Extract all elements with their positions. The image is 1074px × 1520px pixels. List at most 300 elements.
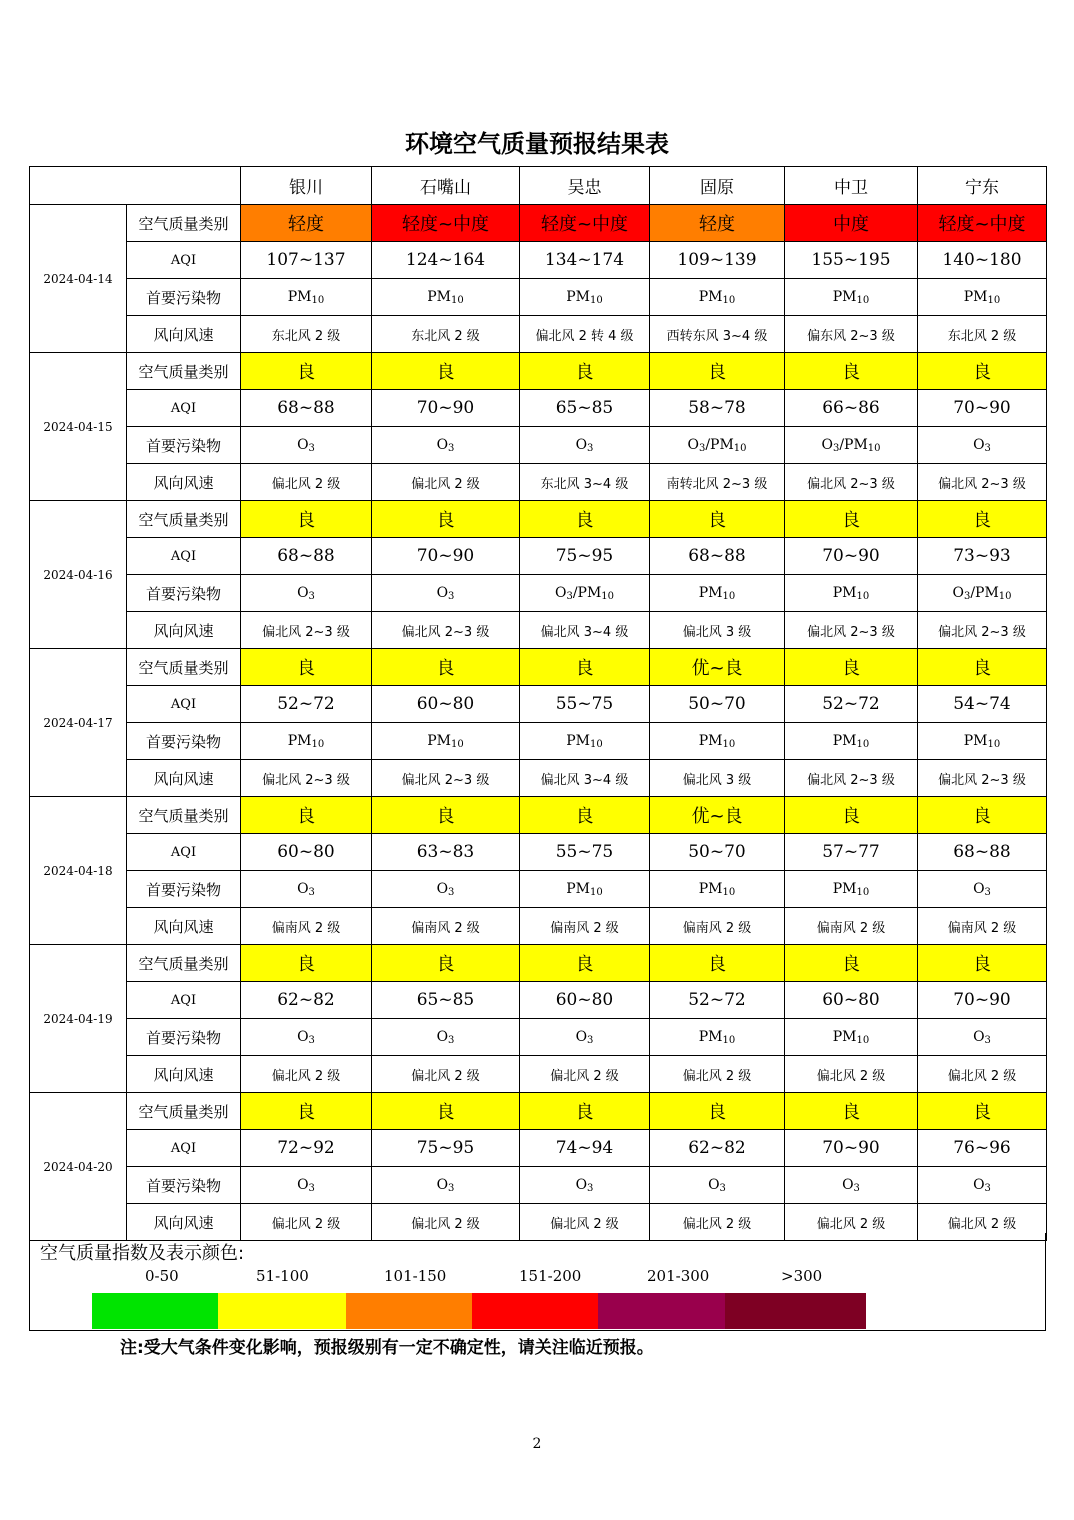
- quality-category-cell: 良: [785, 649, 918, 686]
- primary-pollutant-cell: [650, 1019, 785, 1056]
- header-row: [30, 167, 1047, 205]
- row-aqi: [30, 390, 1047, 427]
- quality-category-cell: 良: [785, 501, 918, 538]
- aqi-range-cell: 107~137: [241, 242, 372, 279]
- pollutant-text: 3: [984, 886, 991, 898]
- aqi-range-cell: 74~94: [520, 1130, 650, 1167]
- quality-category-cell: 良: [241, 501, 372, 538]
- row-pollutant: [30, 427, 1047, 464]
- wind-cell: 偏北风 2~3 级: [241, 612, 372, 649]
- wind-cell: 东北风 2 级: [372, 316, 520, 353]
- primary-pollutant-cell: [520, 427, 650, 464]
- row-label-category: 空气质量类别: [127, 797, 241, 834]
- wind-cell: 西转东风 3~4 级: [650, 316, 785, 353]
- pollutant-text: 10: [311, 294, 325, 306]
- pollutant-text: /PM: [572, 584, 602, 601]
- aqi-range-cell: 72~92: [241, 1130, 372, 1167]
- pollutant-text: 3: [448, 442, 455, 454]
- pollutant-text: 10: [987, 738, 1001, 750]
- primary-pollutant-cell: [520, 1019, 650, 1056]
- pollutant-text: 10: [722, 294, 736, 306]
- city-header: 吴忠: [520, 167, 650, 205]
- pollutant-text: 10: [722, 738, 736, 750]
- quality-category-cell: 良: [650, 945, 785, 982]
- aqi-range-cell: 63~83: [372, 834, 520, 871]
- row-label-aqi: AQI: [127, 834, 241, 871]
- legend-color-swatch: [218, 1293, 346, 1329]
- pollutant-text: 10: [601, 590, 615, 602]
- legend-range-label: 201-300: [647, 1267, 710, 1285]
- aqi-range-cell: 155~195: [785, 242, 918, 279]
- wind-cell: 偏北风 3 级: [650, 760, 785, 797]
- wind-cell: 偏北风 2 级: [650, 1056, 785, 1093]
- pollutant-text: 10: [856, 1034, 870, 1046]
- city-header: 中卫: [785, 167, 918, 205]
- aqi-range-cell: 50~70: [650, 686, 785, 723]
- pollutant-text: O: [575, 1028, 588, 1045]
- row-wind: [30, 908, 1047, 945]
- row-pollutant: [30, 575, 1047, 612]
- wind-cell: 南转北风 2~3 级: [650, 464, 785, 501]
- primary-pollutant-cell: [241, 1167, 372, 1204]
- row-wind: [30, 1056, 1047, 1093]
- quality-category-cell: 良: [785, 797, 918, 834]
- wind-cell: 东北风 2 级: [241, 316, 372, 353]
- row-pollutant: [30, 871, 1047, 908]
- aqi-range-cell: 60~80: [520, 982, 650, 1019]
- quality-category-cell: 轻度: [650, 205, 785, 242]
- pollutant-text: 3: [308, 1034, 315, 1046]
- quality-category-cell: 良: [241, 1093, 372, 1130]
- row-label-aqi: AQI: [127, 1130, 241, 1167]
- legend-color-swatch: [472, 1293, 598, 1329]
- pollutant-text: 10: [722, 886, 736, 898]
- pollutant-text: PM: [698, 584, 723, 601]
- aqi-range-cell: 52~72: [650, 982, 785, 1019]
- pollutant-text: O: [687, 436, 699, 453]
- quality-category-cell: 良: [918, 501, 1047, 538]
- primary-pollutant-cell: [918, 1019, 1047, 1056]
- aqi-range-cell: 50~70: [650, 834, 785, 871]
- pollutant-text: 3: [698, 442, 706, 454]
- row-aqi: [30, 1130, 1047, 1167]
- aqi-range-cell: 68~88: [650, 538, 785, 575]
- primary-pollutant-cell: [372, 1167, 520, 1204]
- pollutant-text: 10: [722, 1034, 736, 1046]
- forecast-date: 2024-04-15: [30, 353, 127, 501]
- wind-cell: 偏北风 2~3 级: [785, 760, 918, 797]
- primary-pollutant-cell: [241, 279, 372, 316]
- legend-color-swatch: [346, 1293, 472, 1329]
- primary-pollutant-cell: [785, 427, 918, 464]
- row-label-pollutant: 首要污染物: [127, 1019, 241, 1056]
- primary-pollutant-cell: [650, 575, 785, 612]
- wind-cell: 偏北风 2~3 级: [241, 760, 372, 797]
- row-pollutant: [30, 279, 1047, 316]
- pollutant-text: PM: [963, 288, 988, 305]
- quality-category-cell: 轻度~中度: [372, 205, 520, 242]
- row-aqi: [30, 834, 1047, 871]
- primary-pollutant-cell: [372, 723, 520, 760]
- quality-category-cell: 良: [520, 501, 650, 538]
- aqi-range-cell: 66~86: [785, 390, 918, 427]
- primary-pollutant-cell: [785, 1019, 918, 1056]
- quality-category-cell: 良: [520, 353, 650, 390]
- pollutant-text: PM: [287, 732, 312, 749]
- primary-pollutant-cell: [650, 427, 785, 464]
- forecast-date: 2024-04-14: [30, 205, 127, 353]
- pollutant-text: 3: [963, 590, 971, 602]
- forecast-date: 2024-04-18: [30, 797, 127, 945]
- row-label-category: 空气质量类别: [127, 501, 241, 538]
- forecast-date: 2024-04-20: [30, 1093, 127, 1241]
- wind-cell: 东北风 3~4 级: [520, 464, 650, 501]
- quality-category-cell: 良: [785, 945, 918, 982]
- pollutant-text: 10: [590, 294, 603, 306]
- wind-cell: 偏南风 2 级: [520, 908, 650, 945]
- legend-range-label: 101-150: [384, 1267, 447, 1285]
- pollutant-text: 10: [987, 294, 1001, 306]
- page-title: 环境空气质量预报结果表: [405, 130, 669, 158]
- quality-category-cell: 良: [918, 1093, 1047, 1130]
- row-label-aqi: AQI: [127, 242, 241, 279]
- wind-cell: 偏北风 2 级: [372, 1056, 520, 1093]
- row-label-category: 空气质量类别: [127, 649, 241, 686]
- primary-pollutant-cell: [785, 575, 918, 612]
- aqi-range-cell: 52~72: [241, 686, 372, 723]
- forecast-date: 2024-04-16: [30, 501, 127, 649]
- pollutant-text: PM: [566, 732, 591, 749]
- pollutant-text: 10: [311, 738, 325, 750]
- row-label-wind: 风向风速: [127, 612, 241, 649]
- pollutant-text: O: [973, 880, 985, 897]
- wind-cell: 偏北风 2~3 级: [372, 612, 520, 649]
- wind-cell: 偏北风 2 级: [241, 1056, 372, 1093]
- corner-cell: [30, 167, 241, 205]
- row-label-wind: 风向风速: [127, 760, 241, 797]
- row-category: [30, 1093, 1047, 1130]
- aqi-range-cell: 60~80: [785, 982, 918, 1019]
- row-label-wind: 风向风速: [127, 464, 241, 501]
- pollutant-text: 3: [448, 1182, 455, 1194]
- wind-cell: 偏北风 2 级: [918, 1056, 1047, 1093]
- city-header: 固原: [650, 167, 785, 205]
- wind-cell: 偏北风 2 级: [241, 464, 372, 501]
- wind-cell: 偏北风 2~3 级: [372, 760, 520, 797]
- primary-pollutant-cell: [785, 723, 918, 760]
- wind-cell: 偏北风 2 转 4 级: [520, 316, 650, 353]
- aqi-range-cell: 68~88: [918, 834, 1047, 871]
- quality-category-cell: 良: [372, 353, 520, 390]
- wind-cell: 偏北风 3~4 级: [520, 612, 650, 649]
- quality-category-cell: 良: [241, 353, 372, 390]
- pollutant-text: 10: [451, 294, 464, 306]
- pollutant-text: O: [436, 436, 449, 453]
- aqi-range-cell: 140~180: [918, 242, 1047, 279]
- pollutant-text: 3: [448, 886, 455, 898]
- primary-pollutant-cell: [785, 279, 918, 316]
- pollutant-text: /PM: [705, 436, 734, 453]
- primary-pollutant-cell: [372, 871, 520, 908]
- aqi-range-cell: 52~72: [785, 686, 918, 723]
- primary-pollutant-cell: [241, 575, 372, 612]
- pollutant-text: 3: [984, 1182, 991, 1194]
- row-label-pollutant: 首要污染物: [127, 427, 241, 464]
- primary-pollutant-cell: [520, 575, 650, 612]
- row-aqi: [30, 242, 1047, 279]
- pollutant-text: PM: [566, 288, 591, 305]
- quality-category-cell: 良: [785, 353, 918, 390]
- aqi-range-cell: 60~80: [241, 834, 372, 871]
- aqi-range-cell: 109~139: [650, 242, 785, 279]
- pollutant-text: /PM: [839, 436, 868, 453]
- forecast-date: 2024-04-17: [30, 649, 127, 797]
- row-label-wind: 风向风速: [127, 316, 241, 353]
- pollutant-text: O: [554, 584, 567, 601]
- city-header: 宁东: [918, 167, 1047, 205]
- wind-cell: 偏南风 2 级: [918, 908, 1047, 945]
- pollutant-text: 3: [832, 442, 840, 454]
- row-category: [30, 945, 1047, 982]
- pollutant-text: O: [297, 1176, 309, 1193]
- pollutant-text: 3: [719, 1182, 726, 1194]
- pollutant-text: PM: [698, 1028, 723, 1045]
- row-label-category: 空气质量类别: [127, 945, 241, 982]
- page-number: 2: [532, 1436, 542, 1452]
- forecast-note: 注:受大气条件变化影响，预报级别有一定不确定性，请关注临近预报。: [120, 1338, 654, 1358]
- pollutant-text: 3: [587, 1182, 594, 1194]
- primary-pollutant-cell: [241, 427, 372, 464]
- primary-pollutant-cell: [520, 279, 650, 316]
- primary-pollutant-cell: [918, 427, 1047, 464]
- primary-pollutant-cell: [650, 1167, 785, 1204]
- pollutant-text: O: [436, 880, 449, 897]
- wind-cell: 偏南风 2 级: [372, 908, 520, 945]
- primary-pollutant-cell: [372, 575, 520, 612]
- wind-cell: 偏北风 2 级: [520, 1204, 650, 1241]
- aqi-color-legend: [29, 1233, 1046, 1331]
- row-category: [30, 501, 1047, 538]
- wind-cell: 偏北风 2~3 级: [918, 760, 1047, 797]
- pollutant-text: O: [973, 1176, 985, 1193]
- row-pollutant: [30, 1167, 1047, 1204]
- row-label-aqi: AQI: [127, 686, 241, 723]
- aqi-range-cell: 68~88: [241, 538, 372, 575]
- pollutant-text: 10: [856, 738, 870, 750]
- legend-range-label: 151-200: [519, 1267, 582, 1285]
- aqi-range-cell: 68~88: [241, 390, 372, 427]
- pollutant-text: 10: [856, 294, 870, 306]
- row-label-wind: 风向风速: [127, 1056, 241, 1093]
- legend-range-label: 0-50: [145, 1267, 179, 1285]
- row-wind: [30, 612, 1047, 649]
- pollutant-text: 3: [308, 1182, 315, 1194]
- quality-category-cell: 良: [372, 797, 520, 834]
- primary-pollutant-cell: [372, 1019, 520, 1056]
- quality-category-cell: 良: [241, 945, 372, 982]
- row-category: [30, 649, 1047, 686]
- quality-category-cell: 轻度~中度: [520, 205, 650, 242]
- pollutant-text: 3: [566, 590, 573, 602]
- wind-cell: 偏北风 2 级: [918, 1204, 1047, 1241]
- aqi-range-cell: 76~96: [918, 1130, 1047, 1167]
- quality-category-cell: 良: [650, 353, 785, 390]
- pollutant-text: PM: [832, 584, 857, 601]
- row-label-wind: 风向风速: [127, 1204, 241, 1241]
- forecast-table: [29, 166, 1047, 1241]
- quality-category-cell: 轻度: [241, 205, 372, 242]
- wind-cell: 偏北风 2 级: [241, 1204, 372, 1241]
- pollutant-text: PM: [698, 880, 723, 897]
- primary-pollutant-cell: [241, 1019, 372, 1056]
- pollutant-text: PM: [963, 732, 988, 749]
- primary-pollutant-cell: [372, 279, 520, 316]
- quality-category-cell: 良: [785, 1093, 918, 1130]
- primary-pollutant-cell: [520, 871, 650, 908]
- pollutant-text: 10: [998, 590, 1012, 602]
- wind-cell: 偏南风 2 级: [650, 908, 785, 945]
- wind-cell: 偏东风 2~3 级: [785, 316, 918, 353]
- pollutant-text: O: [952, 584, 964, 601]
- aqi-range-cell: 75~95: [372, 1130, 520, 1167]
- aqi-range-cell: 54~74: [918, 686, 1047, 723]
- pollutant-text: O: [973, 436, 985, 453]
- wind-cell: 偏北风 2~3 级: [785, 464, 918, 501]
- pollutant-text: PM: [832, 288, 857, 305]
- pollutant-text: O: [297, 880, 309, 897]
- quality-category-cell: 良: [918, 353, 1047, 390]
- row-pollutant: [30, 723, 1047, 760]
- pollutant-text: O: [436, 584, 449, 601]
- aqi-range-cell: 58~78: [650, 390, 785, 427]
- pollutant-text: 3: [984, 442, 991, 454]
- primary-pollutant-cell: [918, 1167, 1047, 1204]
- row-aqi: [30, 686, 1047, 723]
- pollutant-text: O: [575, 1176, 588, 1193]
- pollutant-text: 3: [853, 1182, 860, 1194]
- primary-pollutant-cell: [241, 871, 372, 908]
- pollutant-text: 10: [867, 442, 881, 454]
- pollutant-text: 3: [308, 886, 315, 898]
- city-header: 石嘴山: [372, 167, 520, 205]
- primary-pollutant-cell: [520, 723, 650, 760]
- pollutant-text: O: [821, 436, 833, 453]
- row-wind: [30, 316, 1047, 353]
- pollutant-text: 3: [587, 442, 594, 454]
- aqi-range-cell: 55~75: [520, 834, 650, 871]
- primary-pollutant-cell: [918, 575, 1047, 612]
- wind-cell: 偏南风 2 级: [785, 908, 918, 945]
- legend-title: 空气质量指数及表示颜色:: [40, 1243, 245, 1264]
- forecast-date: 2024-04-19: [30, 945, 127, 1093]
- pollutant-text: O: [436, 1176, 449, 1193]
- quality-category-cell: 良: [372, 1093, 520, 1130]
- aqi-range-cell: 65~85: [372, 982, 520, 1019]
- aqi-range-cell: 62~82: [241, 982, 372, 1019]
- wind-cell: 偏北风 2 级: [372, 464, 520, 501]
- quality-category-cell: 良: [520, 1093, 650, 1130]
- pollutant-text: O: [297, 584, 309, 601]
- pollutant-text: 10: [722, 590, 736, 602]
- pollutant-text: PM: [427, 732, 452, 749]
- quality-category-cell: 良: [918, 649, 1047, 686]
- row-label-aqi: AQI: [127, 982, 241, 1019]
- legend-color-swatch: [725, 1293, 866, 1329]
- aqi-range-cell: 70~90: [785, 1130, 918, 1167]
- quality-category-cell: 轻度~中度: [918, 205, 1047, 242]
- aqi-range-cell: 62~82: [650, 1130, 785, 1167]
- row-wind: [30, 464, 1047, 501]
- pollutant-text: PM: [427, 288, 452, 305]
- pollutant-text: /PM: [970, 584, 999, 601]
- pollutant-text: O: [436, 1028, 449, 1045]
- row-label-aqi: AQI: [127, 390, 241, 427]
- row-label-pollutant: 首要污染物: [127, 723, 241, 760]
- legend-color-swatch: [598, 1293, 725, 1329]
- primary-pollutant-cell: [650, 723, 785, 760]
- pollutant-text: O: [973, 1028, 985, 1045]
- primary-pollutant-cell: [918, 871, 1047, 908]
- legend-range-label: 51-100: [256, 1267, 309, 1285]
- pollutant-text: 10: [590, 886, 603, 898]
- quality-category-cell: 良: [918, 945, 1047, 982]
- aqi-range-cell: 60~80: [372, 686, 520, 723]
- quality-category-cell: 优~良: [650, 797, 785, 834]
- row-label-aqi: AQI: [127, 538, 241, 575]
- pollutant-text: PM: [566, 880, 591, 897]
- quality-category-cell: 良: [650, 1093, 785, 1130]
- row-label-category: 空气质量类别: [127, 353, 241, 390]
- pollutant-text: 10: [451, 738, 464, 750]
- quality-category-cell: 良: [241, 797, 372, 834]
- primary-pollutant-cell: [650, 871, 785, 908]
- quality-category-cell: 良: [372, 649, 520, 686]
- pollutant-text: 10: [733, 442, 747, 454]
- primary-pollutant-cell: [372, 427, 520, 464]
- quality-category-cell: 良: [520, 797, 650, 834]
- aqi-range-cell: 73~93: [918, 538, 1047, 575]
- pollutant-text: 10: [856, 886, 870, 898]
- pollutant-text: 3: [587, 1034, 594, 1046]
- row-aqi: [30, 538, 1047, 575]
- quality-category-cell: 良: [520, 945, 650, 982]
- pollutant-text: O: [297, 436, 309, 453]
- primary-pollutant-cell: [918, 723, 1047, 760]
- wind-cell: 偏北风 2 级: [785, 1056, 918, 1093]
- wind-cell: 偏南风 2 级: [241, 908, 372, 945]
- city-header: 银川: [241, 167, 372, 205]
- row-label-pollutant: 首要污染物: [127, 871, 241, 908]
- pollutant-text: 3: [308, 442, 315, 454]
- pollutant-text: 10: [590, 738, 603, 750]
- row-label-pollutant: 首要污染物: [127, 1167, 241, 1204]
- primary-pollutant-cell: [520, 1167, 650, 1204]
- wind-cell: 偏北风 2 级: [520, 1056, 650, 1093]
- wind-cell: 偏北风 2 级: [785, 1204, 918, 1241]
- wind-cell: 东北风 2 级: [918, 316, 1047, 353]
- quality-category-cell: 良: [372, 945, 520, 982]
- aqi-range-cell: 70~90: [918, 390, 1047, 427]
- wind-cell: 偏北风 2~3 级: [785, 612, 918, 649]
- row-pollutant: [30, 1019, 1047, 1056]
- aqi-range-cell: 57~77: [785, 834, 918, 871]
- legend-range-label: >300: [781, 1267, 823, 1285]
- quality-category-cell: 中度: [785, 205, 918, 242]
- wind-cell: 偏北风 2 级: [372, 1204, 520, 1241]
- row-label-wind: 风向风速: [127, 908, 241, 945]
- pollutant-text: 10: [856, 590, 870, 602]
- quality-category-cell: 良: [241, 649, 372, 686]
